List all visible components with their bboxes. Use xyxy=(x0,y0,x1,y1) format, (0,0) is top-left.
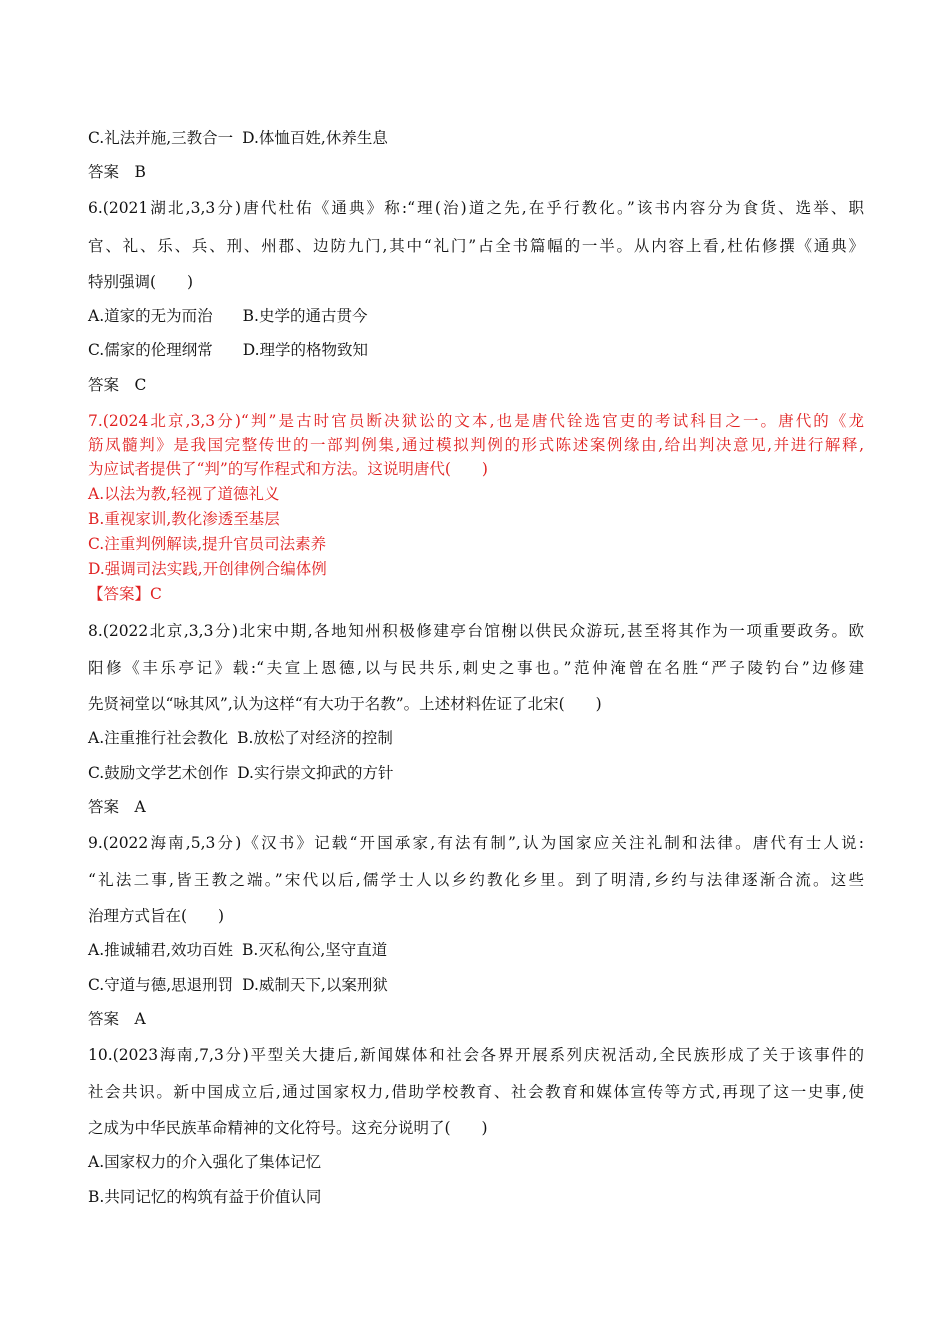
q10-stem-line3: 之成为中华民族革命精神的文化符号。这充分说明了( ) xyxy=(88,1119,488,1137)
q6-answer: 答案 C xyxy=(88,376,147,394)
q9-option-d: D.威制天下,以案刑狱 xyxy=(242,976,388,994)
q7-option-b: B.重视家训,教化渗透至基层 xyxy=(88,510,280,528)
q6-options-ab xyxy=(88,306,367,326)
q9-option-c: C.守道与德,思退刑罚 xyxy=(88,976,234,994)
q6-option-a: A.道家的无为而治 xyxy=(88,307,213,325)
q6-option-b: B.史学的通古贯今 xyxy=(242,307,368,325)
q9-stem-line2: “礼法二事,皆王教之端。”宋代以后,儒学士人以乡约教化乡里。到了明清,乡约与法律逐渐合流。这些 xyxy=(88,871,864,889)
q6-option-c: C.儒家的伦理纲常 xyxy=(88,341,213,359)
q9-answer: 答案 A xyxy=(88,1010,146,1028)
q10-stem-line1: 10.(2023海南,7,3分)平型关大捷后,新闻媒体和社会各界开展系列庆祝活动,全民族形成了关于该事件的 xyxy=(88,1046,864,1064)
q5-options-cd xyxy=(88,128,388,148)
q9-stem-line1: 9.(2022海南,5,3分)《汉书》记载“开国承家,有法有制”,认为国家应关注礼制和法律。唐代有士人说: xyxy=(88,834,864,852)
q6-stem-line3: 特别强调( ) xyxy=(88,273,194,291)
q10-stem-line2: 社会共识。新中国成立后,通过国家权力,借助学校教育、社会教育和媒体宣传等方式,再现了这一史事,使 xyxy=(88,1083,864,1101)
q9-option-b: B.灭私徇公,坚守直道 xyxy=(242,941,388,959)
q5-option-d: D.体恤百姓,休养生息 xyxy=(242,129,388,147)
q9-options-ab xyxy=(88,940,387,960)
q8-option-b: B.放松了对经济的控制 xyxy=(237,729,393,747)
q7-option-a: A.以法为教,轻视了道德礼义 xyxy=(88,485,280,503)
q10-option-a: A.国家权力的介入强化了集体记忆 xyxy=(88,1153,322,1171)
q7-option-c: C.注重判例解读,提升官员司法素养 xyxy=(88,535,327,553)
q5-answer: 答案 B xyxy=(88,163,146,181)
q9-options-cd xyxy=(88,975,388,995)
q9-stem-line3: 治理方式旨在( ) xyxy=(88,907,225,925)
q7-stem-line2: 筋凤髓判》是我国完整传世的一部判例集,通过模拟判例的形式陈述案例缘由,给出判决意见,并进行解释, xyxy=(88,436,864,454)
q8-options-ab xyxy=(88,728,393,748)
q8-option-d: D.实行崇文抑武的方针 xyxy=(237,764,394,782)
q7-option-d: D.强调司法实践,开创律例合编体例 xyxy=(88,560,327,578)
q8-option-a: A.注重推行社会教化 xyxy=(88,729,229,747)
q6-option-d: D.理学的格物致知 xyxy=(242,341,369,359)
q7-stem-line1: 7.(2024北京,3,3分)“判”是古时官员断决狱讼的文本,也是唐代铨选官吏的考试科目之一。唐代的《龙 xyxy=(88,412,864,430)
q9-option-a: A.推诚辅君,效功百姓 xyxy=(88,941,234,959)
q5-option-c: C.礼法并施,三教合一 xyxy=(88,129,234,147)
q8-answer: 答案 A xyxy=(88,798,146,816)
q6-stem-line1: 6.(2021湖北,3,3分)唐代杜佑《通典》称:“理(治)道之先,在乎行教化。”该书内容分为食货、选举、职 xyxy=(88,199,864,217)
q10-option-b: B.共同记忆的构筑有益于价值认同 xyxy=(88,1188,322,1206)
q6-stem-line2: 官、礼、乐、兵、刑、州郡、边防九门,其中“礼门”占全书篇幅的一半。从内容上看,杜佑修撰《通典》 xyxy=(88,237,864,255)
q6-options-cd xyxy=(88,340,368,360)
q8-stem-line3: 先贤祠堂以“咏其风”,认为这样“有大功于名教”。上述材料佐证了北宋( ) xyxy=(88,695,602,713)
q8-option-c: C.鼓励文学艺术创作 xyxy=(88,764,229,782)
q8-stem-line1: 8.(2022北京,3,3分)北宋中期,各地知州积极修建亭台馆榭以供民众游玩,甚至将其作为一项重要政务。欧 xyxy=(88,622,864,640)
q7-stem-line3: 为应试者提供了“判”的写作程式和方法。这说明唐代( ) xyxy=(88,460,488,478)
q8-stem-line2: 阳修《丰乐亭记》载:“夫宣上恩德,以与民共乐,刺史之事也。”范仲淹曾在名胜“严子陵钓台”边修建 xyxy=(88,659,864,677)
q8-options-cd xyxy=(88,763,394,783)
q7-answer: 【答案】C xyxy=(88,585,162,603)
